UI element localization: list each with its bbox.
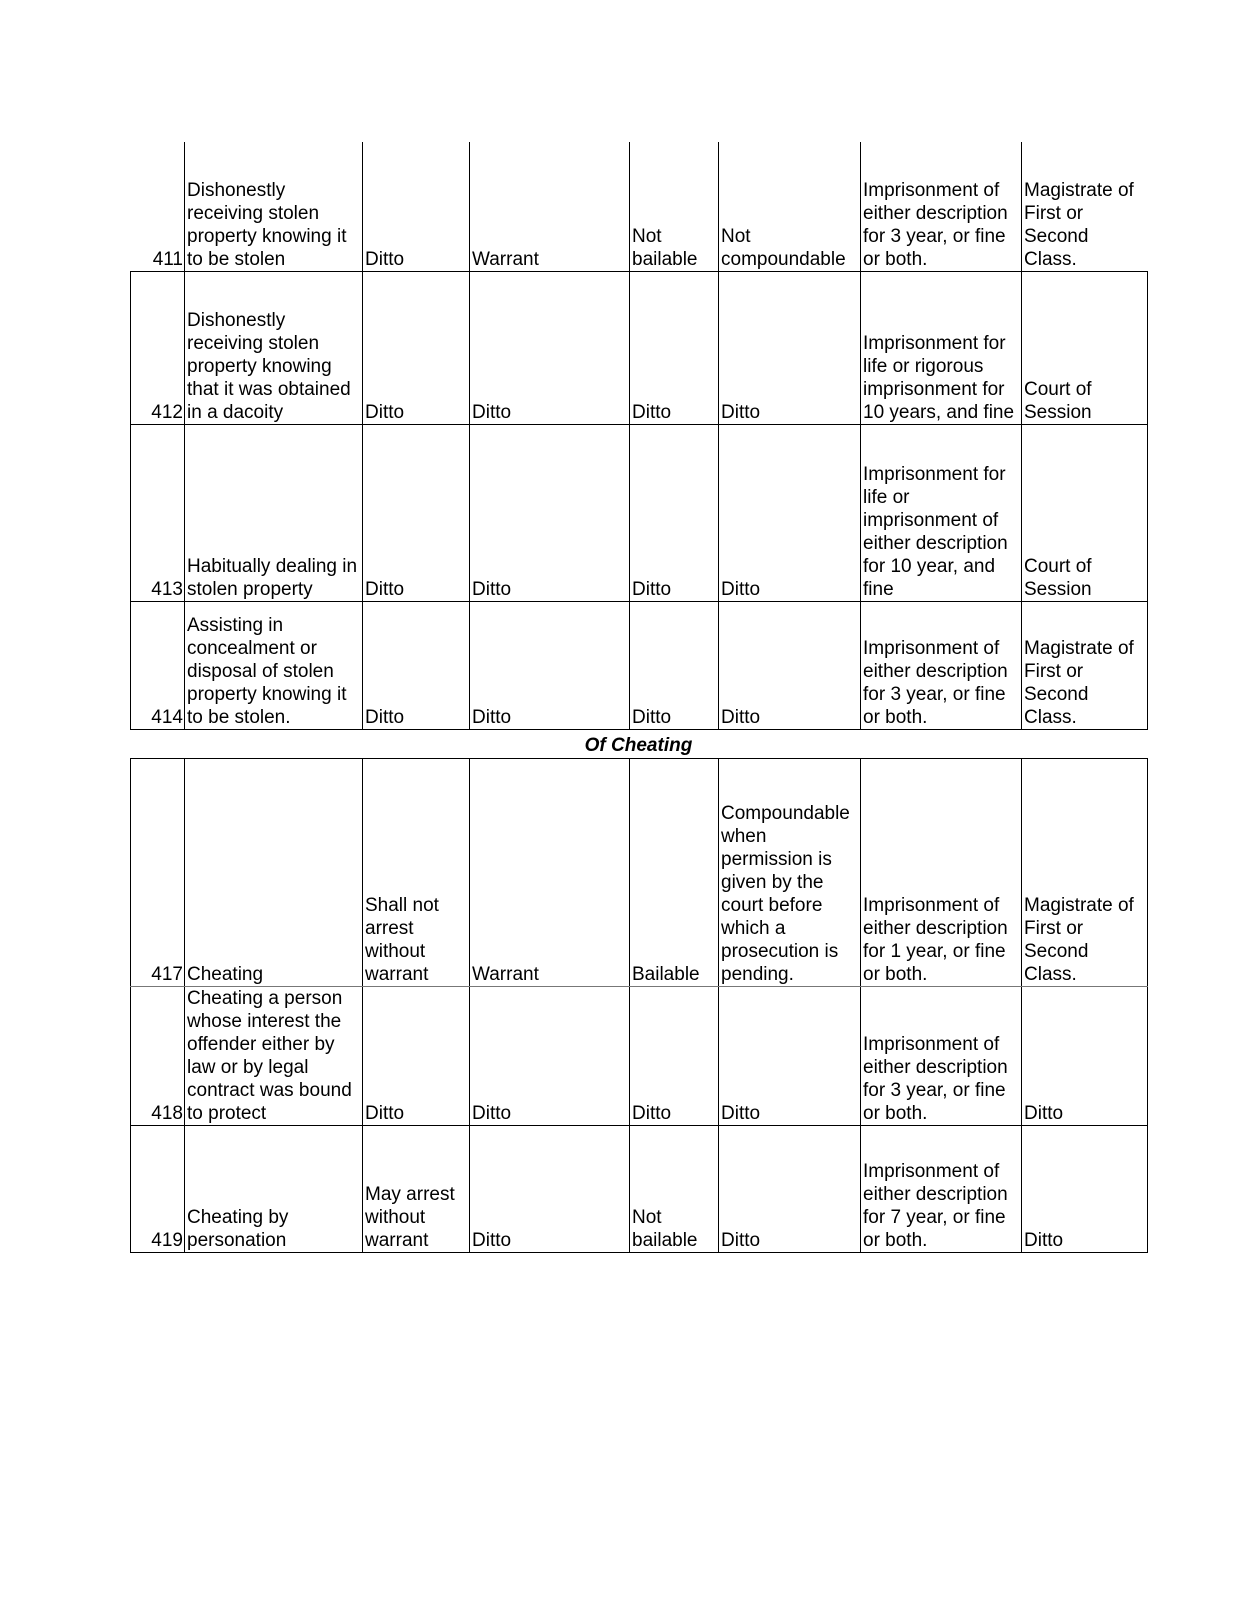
section-number: 412 [131,271,185,424]
arrest-cell: May arrest without warrant [363,1126,470,1253]
table-row [131,271,1148,424]
process-cell: Ditto [470,987,630,1126]
compound-cell: Ditto [719,271,861,424]
bail-cell: Not bailable [630,1126,719,1253]
punishment-cell: Imprisonment of either description for 3 year, or fine or both. [861,142,1022,271]
punishment-cell: Imprisonment for life or rigorous imprisonment for 10 years, and fine [861,271,1022,424]
court-cell: Ditto [1022,987,1148,1126]
offence-cell: Dishonestly receiving stolen property knowing it to be stolen [185,142,363,271]
process-cell: Ditto [470,601,630,729]
offences-table-stolen-property [130,142,1148,730]
section-number: 414 [131,601,185,729]
arrest-cell: Ditto [363,271,470,424]
process-cell: Ditto [470,424,630,601]
process-cell: Warrant [470,142,630,271]
section-number: 413 [131,424,185,601]
punishment-cell: Imprisonment of either description for 3 year, or fine or both. [861,601,1022,729]
bail-cell: Ditto [630,271,719,424]
process-cell: Ditto [470,271,630,424]
arrest-cell: Ditto [363,601,470,729]
offence-cell: Habitually dealing in stolen property [185,424,363,601]
court-cell: Magistrate of First or Second Class. [1022,142,1148,271]
process-cell: Ditto [470,1126,630,1253]
table-row [131,1126,1148,1253]
bail-cell: Ditto [630,424,719,601]
section-number: 417 [131,759,185,987]
court-cell: Magistrate of First or Second Class. [1022,759,1148,987]
punishment-cell: Imprisonment for life or imprisonment of either description for 10 year, and fine [861,424,1022,601]
arrest-cell: Shall not arrest without warrant [363,759,470,987]
arrest-cell: Ditto [363,424,470,601]
section-number: 411 [131,142,185,271]
compound-cell: Ditto [719,1126,861,1253]
table-row [131,987,1148,1126]
table-row [131,142,1148,271]
punishment-cell: Imprisonment of either description for 3 year, or fine or both. [861,987,1022,1126]
offence-cell: Dishonestly receiving stolen property knowing that it was obtained in a dacoity [185,271,363,424]
offence-cell: Cheating by personation [185,1126,363,1253]
court-cell: Court of Session [1022,424,1148,601]
compound-cell: Not compoundable [719,142,861,271]
bail-cell: Not bailable [630,142,719,271]
offence-cell: Cheating a person whose interest the offender either by law or by legal contract was bound to protect [185,987,363,1126]
compound-cell: Ditto [719,601,861,729]
court-cell: Magistrate of First or Second Class. [1022,601,1148,729]
arrest-cell: Ditto [363,987,470,1126]
arrest-cell: Ditto [363,142,470,271]
offence-cell: Assisting in concealment or disposal of stolen property knowing it to be stolen. [185,601,363,729]
compound-cell: Ditto [719,987,861,1126]
punishment-cell: Imprisonment of either description for 7 year, or fine or both. [861,1126,1022,1253]
court-cell: Ditto [1022,1126,1148,1253]
section-heading: Of Cheating [584,735,693,756]
section-number: 419 [131,1126,185,1253]
compound-cell: Compoundable when permission is given by the court before which a prosecution is pending. [719,759,861,987]
bail-cell: Ditto [630,601,719,729]
bail-cell: Ditto [630,987,719,1126]
bail-cell: Bailable [630,759,719,987]
offences-table-cheating [130,758,1148,1253]
table-row [131,424,1148,601]
table-row [131,601,1148,729]
compound-cell: Ditto [719,424,861,601]
punishment-cell: Imprisonment of either description for 1 year, or fine or both. [861,759,1022,987]
court-cell: Court of Session [1022,271,1148,424]
offence-cell: Cheating [185,759,363,987]
process-cell: Warrant [470,759,630,987]
section-number: 418 [131,987,185,1126]
table-row [131,759,1148,987]
